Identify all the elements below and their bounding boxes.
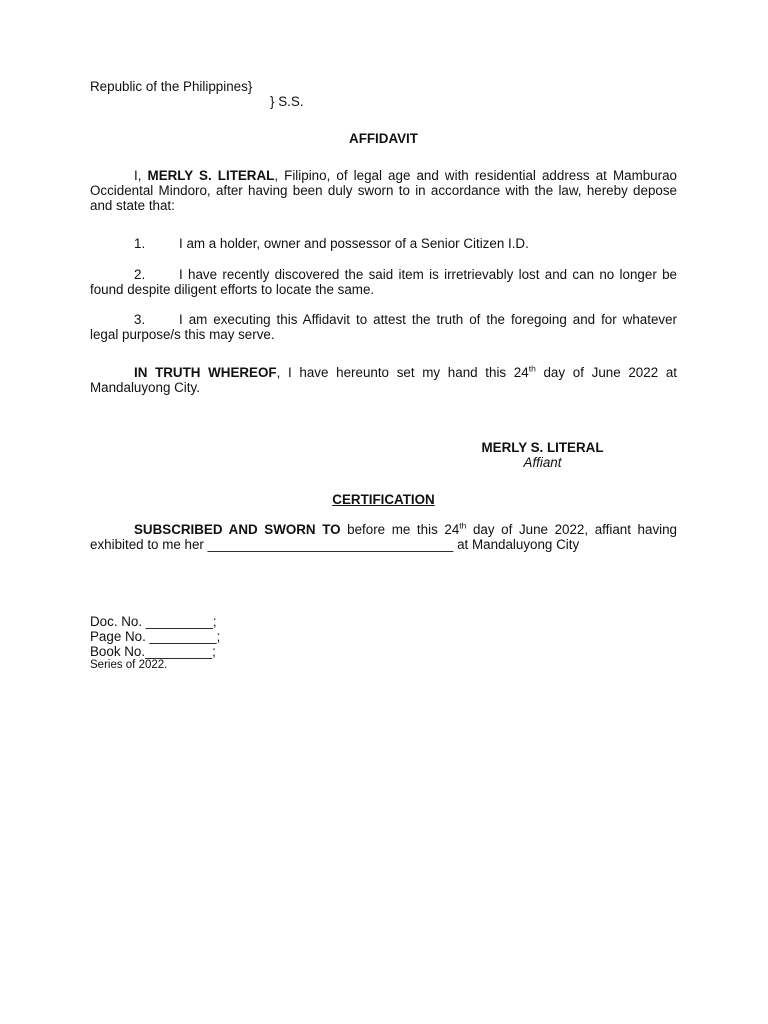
certification-title	[90, 492, 677, 507]
venue-line-2	[270, 94, 470, 109]
certification-lead: SUBSCRIBED AND SWORN TO	[134, 522, 341, 537]
certification-ordinal: th	[459, 520, 467, 531]
witness-paragraph	[90, 365, 677, 395]
document-title-text: AFFIDAVIT	[349, 131, 418, 146]
venue-ss: S.S.	[278, 94, 304, 109]
venue-brace-2: }	[270, 94, 275, 109]
statement-1	[90, 236, 677, 251]
document-title	[90, 131, 677, 146]
doc-number: Doc. No. _________;	[90, 614, 217, 629]
signature-name-text: MERLY S. LITERAL	[481, 440, 604, 455]
venue-line-1	[90, 79, 677, 94]
certification-text-2: day of June 2022, affiant having exhibited to me her _________________________________ at Mandaluyong City	[90, 522, 678, 552]
notarial-block	[90, 614, 677, 672]
venue-brace: }	[247, 79, 253, 94]
signature-name	[460, 440, 625, 455]
witness-text-2: day of June 2022 at Mandaluyong City.	[90, 365, 678, 395]
intro-prefix: I,	[134, 168, 148, 183]
statement-number: 2.	[134, 267, 146, 282]
statement-text: I have recently discovered the said item is irretrievably lost and can no longer be found despite diligent efforts to locate the same.	[90, 267, 677, 297]
statement-2	[90, 267, 677, 297]
witness-lead: IN TRUTH WHEREOF	[134, 365, 277, 380]
book-number: Book No._________;	[90, 644, 216, 659]
statement-text: I am executing this Affidavit to attest the truth of the foregoing and for whatever legal purpose/s this may serve.	[90, 312, 677, 342]
statement-3	[90, 312, 677, 342]
affiant-name-inline: MERLY S. LITERAL	[147, 168, 275, 183]
intro-text: , Filipino, of legal age and with residential address at Mamburao Occidental Mindoro, after having been duly sworn to in accordance with the law, hereby depose and state that:	[90, 168, 677, 213]
venue-country: Republic of the Philippines	[90, 79, 248, 94]
signature-role-text: Affiant	[523, 455, 562, 470]
certification-title-text: CERTIFICATION	[332, 492, 435, 507]
intro-paragraph	[90, 168, 677, 213]
signature-role	[460, 455, 625, 470]
witness-text-1: , I have hereunto set my hand this 24	[276, 365, 529, 380]
page-number: Page No. _________;	[90, 629, 221, 644]
certification-text-1: before me this 24	[340, 522, 460, 537]
statement-number: 3.	[134, 312, 146, 327]
signature-block	[460, 440, 625, 470]
certification-paragraph	[90, 522, 677, 552]
statement-text: I am a holder, owner and possessor of a Senior Citizen I.D.	[179, 236, 529, 251]
witness-ordinal: th	[528, 363, 536, 374]
series-year: Series of 2022.	[90, 659, 168, 671]
statement-number: 1.	[134, 236, 146, 251]
